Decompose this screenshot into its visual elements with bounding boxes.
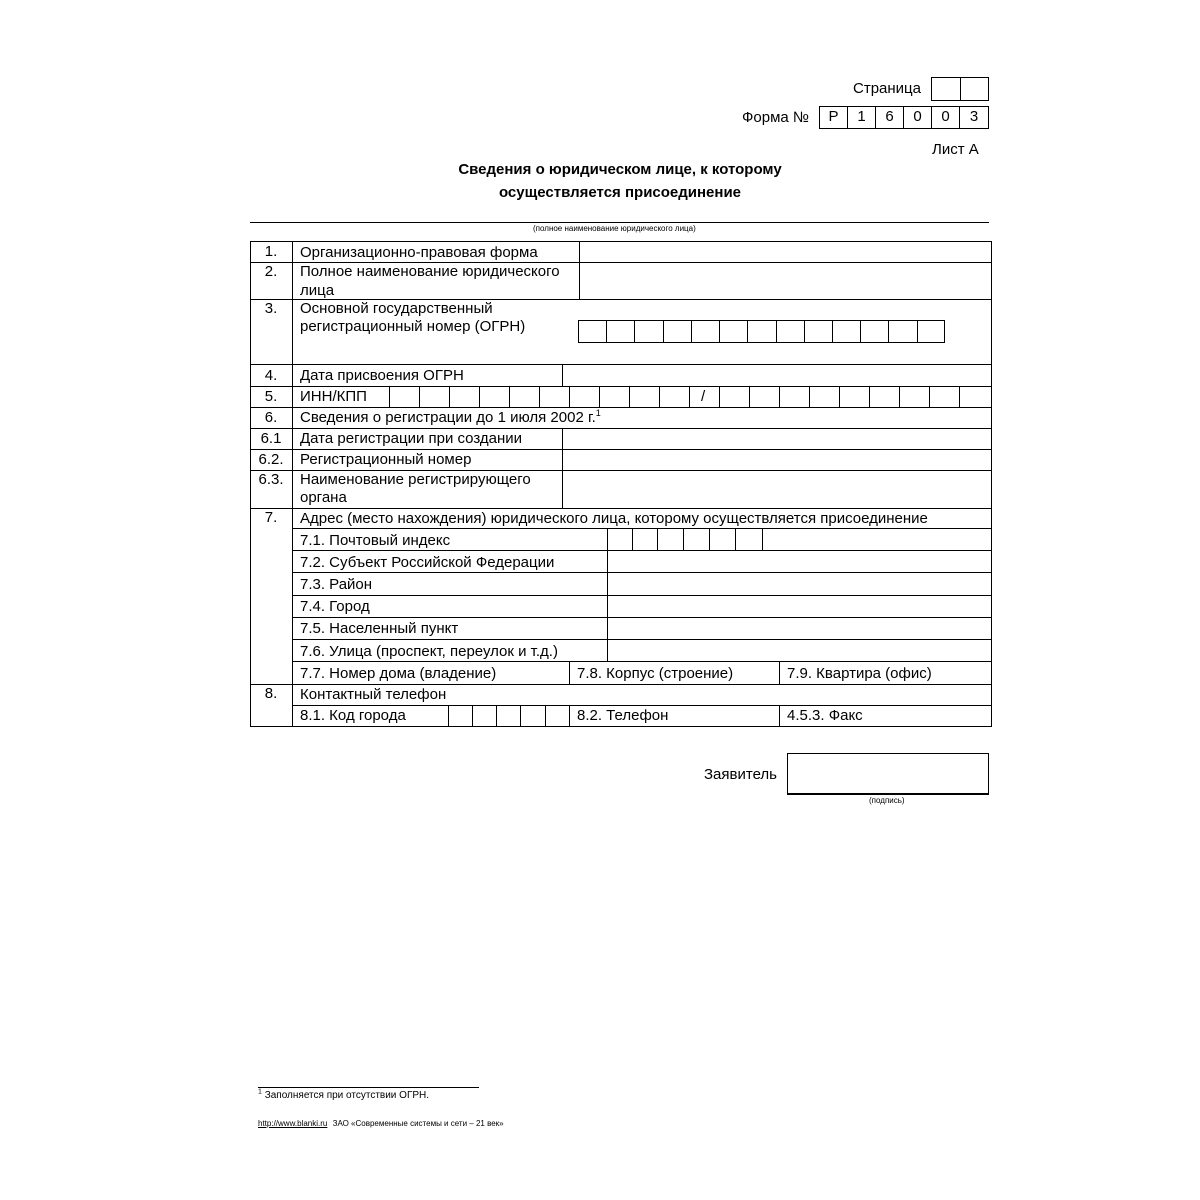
comb-divider	[472, 705, 473, 727]
row-number: 3.	[264, 300, 278, 317]
full-name-field[interactable]	[580, 263, 991, 299]
city-code-label: 8.1. Код города	[300, 707, 406, 724]
ogrn-label-cont: регистрационный номер (ОГРН)	[300, 318, 526, 335]
comb-divider	[599, 386, 600, 407]
ogrn-date-label: Дата присвоения ОГРН	[300, 367, 464, 384]
sheet-label: Лист А	[932, 141, 979, 158]
comb-divider	[634, 320, 635, 343]
comb-divider	[629, 386, 630, 407]
form-title-line-2: осуществляется присоединение	[498, 184, 742, 201]
row-number: 7.	[264, 509, 278, 526]
inn-kpp-separator: /	[701, 388, 706, 405]
comb-divider	[735, 528, 736, 550]
address-label: Адрес (место нахождения) юридического лица, которому осуществляется присоединение	[300, 510, 928, 527]
comb-divider	[809, 386, 810, 407]
district-field[interactable]	[608, 573, 991, 595]
registration-before-2002-text: Сведения о регистрации до 1 июля 2002 г.	[300, 409, 596, 426]
comb-divider	[689, 386, 690, 407]
number-column-divider	[292, 241, 293, 727]
value-divider	[779, 661, 780, 684]
comb-divider	[632, 528, 633, 550]
comb-divider	[389, 386, 390, 407]
row-line	[292, 528, 992, 529]
fax-label: 4.5.3. Факс	[787, 707, 863, 724]
registering-authority-label-cont: органа	[300, 489, 347, 506]
row-number: 5.	[264, 388, 278, 405]
comb-divider	[929, 386, 930, 407]
comb-divider	[449, 386, 450, 407]
form-code-char: 0	[931, 106, 960, 129]
phone-label: 8.2. Телефон	[577, 707, 669, 724]
comb-divider	[520, 705, 521, 727]
postal-index-label: 7.1. Почтовый индекс	[300, 532, 451, 549]
footnote	[258, 1090, 429, 1102]
row-number: 2.	[264, 263, 278, 280]
city-field[interactable]	[608, 596, 991, 617]
street-field[interactable]	[608, 640, 991, 661]
comb-divider	[659, 386, 660, 407]
street-label: 7.6. Улица (проспект, переулок и т.д.)	[300, 643, 558, 660]
comb-divider	[683, 528, 684, 550]
row-number: 4.	[264, 367, 278, 384]
row-number: 1.	[264, 243, 278, 260]
comb-divider	[719, 320, 720, 343]
comb-divider	[479, 386, 480, 407]
footnote-rule	[258, 1087, 479, 1088]
value-divider	[569, 661, 570, 684]
row-line	[250, 407, 992, 408]
row-line	[292, 661, 992, 662]
footer	[258, 1119, 504, 1129]
comb-divider	[719, 386, 720, 407]
comb-divider	[959, 386, 960, 407]
applicant-label: Заявитель	[704, 766, 777, 783]
footnote-mark: 1	[595, 408, 601, 418]
comb-divider	[888, 320, 889, 343]
full-name-line[interactable]	[250, 222, 989, 223]
contact-phone-label: Контактный телефон	[300, 686, 447, 703]
comb-divider	[545, 705, 546, 727]
comb-divider	[917, 320, 918, 343]
comb-divider	[539, 386, 540, 407]
form-code-char: Р	[819, 106, 848, 129]
ogrn-label: Основной государственный	[300, 300, 493, 317]
comb-divider	[762, 528, 763, 550]
comb-divider	[691, 320, 692, 343]
row-line	[292, 705, 992, 706]
comb-divider	[606, 320, 607, 343]
form-code-char: 1	[847, 106, 876, 129]
form-title-line-1: Сведения о юридическом лице, к которому	[458, 161, 782, 178]
footer-company: ЗАО «Современные системы и сети – 21 век»	[332, 1119, 504, 1128]
row-line	[250, 508, 992, 509]
page-label: Страница	[853, 80, 921, 97]
registration-number-label: Регистрационный номер	[300, 451, 472, 468]
registration-before-2002-label	[300, 409, 601, 427]
region-field[interactable]	[608, 551, 991, 572]
row-line	[250, 684, 992, 685]
footnote-number: 1	[258, 1088, 262, 1096]
city-label: 7.4. Город	[300, 598, 370, 615]
region-label: 7.2. Субъект Российской Федерации	[300, 554, 555, 571]
comb-divider	[448, 705, 449, 727]
comb-divider	[804, 320, 805, 343]
comb-divider	[496, 705, 497, 727]
comb-divider	[509, 386, 510, 407]
row-number: 8.	[264, 685, 278, 702]
full-name-label-cont: лица	[300, 282, 335, 299]
comb-divider	[869, 386, 870, 407]
registration-date-field[interactable]	[563, 429, 991, 449]
row-line	[250, 386, 992, 387]
comb-divider	[779, 386, 780, 407]
form-number-label: Форма №	[742, 109, 810, 126]
registration-number-field[interactable]	[563, 450, 991, 470]
building-label: 7.8. Корпус (строение)	[577, 665, 734, 682]
comb-divider	[747, 320, 748, 343]
form-code-char: 6	[875, 106, 904, 129]
registration-date-label: Дата регистрации при создании	[300, 430, 523, 447]
house-number-label: 7.7. Номер дома (владение)	[300, 665, 497, 682]
comb-divider	[709, 528, 710, 550]
comb-divider	[776, 320, 777, 343]
row-number: 6.3.	[258, 471, 284, 488]
signature-caption: (подпись)	[869, 796, 905, 805]
registering-authority-field[interactable]	[563, 471, 991, 508]
footnote-text: Заполняется при отсутствии ОГРН.	[264, 1090, 430, 1101]
footer-link[interactable]: http://www.blanki.ru	[258, 1119, 328, 1128]
page-box-divider	[960, 77, 961, 101]
legal-form-label: Организационно-правовая форма	[300, 244, 538, 261]
apartment-label: 7.9. Квартира (офис)	[787, 665, 932, 682]
locality-label: 7.5. Населенный пункт	[300, 620, 459, 637]
comb-divider	[832, 320, 833, 343]
full-name-label: Полное наименование юридического	[300, 263, 560, 280]
comb-divider	[663, 320, 664, 343]
form-code-char: 0	[903, 106, 932, 129]
row-number: 6.2.	[258, 451, 284, 468]
comb-divider	[839, 386, 840, 407]
full-name-caption: (полное наименование юридического лица)	[533, 224, 696, 233]
locality-field[interactable]	[608, 618, 991, 639]
district-label: 7.3. Район	[300, 576, 373, 593]
comb-divider	[749, 386, 750, 407]
registering-authority-label: Наименование регистрирующего	[300, 471, 531, 488]
comb-divider	[569, 386, 570, 407]
legal-form-field[interactable]	[580, 242, 991, 262]
row-number: 6.1	[260, 430, 282, 447]
inn-kpp-label: ИНН/КПП	[300, 388, 367, 405]
row-number: 6.	[264, 409, 278, 426]
comb-divider	[419, 386, 420, 407]
signature-field[interactable]	[787, 753, 989, 795]
value-divider	[569, 705, 570, 727]
comb-divider	[860, 320, 861, 343]
comb-divider	[657, 528, 658, 550]
comb-divider	[899, 386, 900, 407]
form-code-char: 3	[959, 106, 989, 129]
value-divider	[779, 705, 780, 727]
ogrn-date-field[interactable]	[563, 365, 991, 386]
